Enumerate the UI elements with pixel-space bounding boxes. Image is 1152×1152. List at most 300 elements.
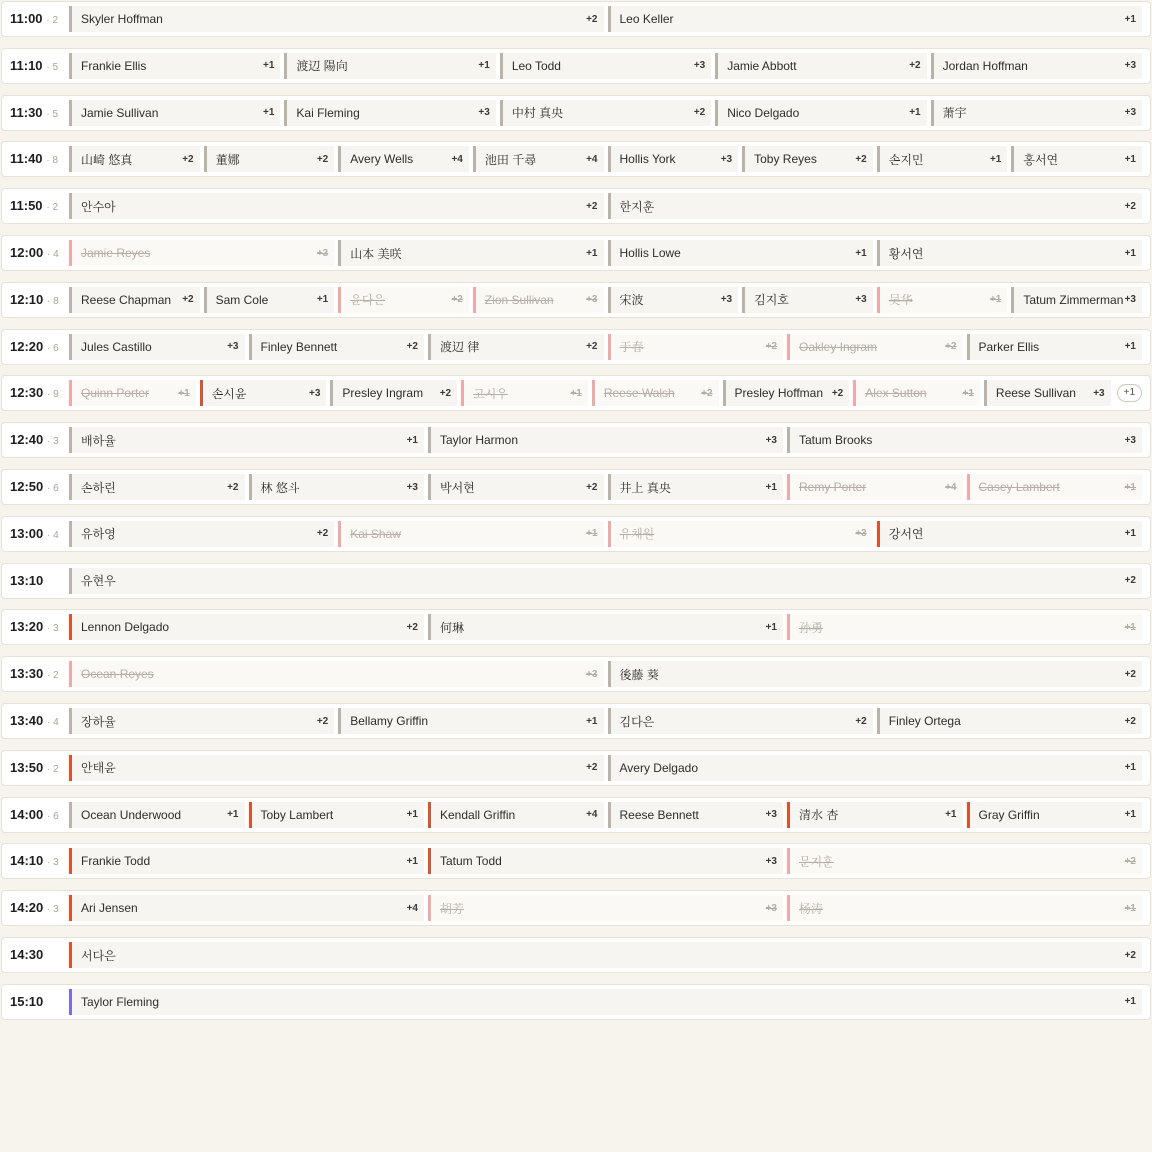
time-slot-row: [1, 656, 1151, 692]
party-size-badge: +2: [1124, 855, 1136, 867]
guest-name: Jamie Abbott: [727, 58, 797, 73]
booking-entry[interactable]: [69, 661, 604, 687]
party-size-badge: +2: [586, 762, 598, 774]
party-size-badge: +3: [1124, 60, 1137, 72]
guest-name: Leo Todd: [511, 58, 561, 73]
time-value: 14:30: [10, 947, 44, 962]
booking-entry[interactable]: [592, 380, 719, 406]
booking-entry[interactable]: [338, 146, 469, 172]
time-value: 12:20: [10, 338, 44, 354]
booking-entry[interactable]: [428, 614, 783, 640]
guest-name: Taylor Harmon: [440, 433, 519, 448]
time-slot-label: [10, 564, 43, 598]
party-size-badge: +3: [227, 341, 239, 353]
entry-list: [69, 708, 1142, 734]
entry-count-value: 2: [53, 670, 59, 682]
booking-entry[interactable]: [69, 100, 280, 126]
entry-list: [69, 802, 1142, 828]
party-size-badge: +2: [831, 387, 844, 399]
booking-entry[interactable]: [461, 380, 588, 406]
booking-entry[interactable]: [787, 802, 963, 828]
guest-name: 山本 美咲: [350, 246, 402, 261]
booking-entry[interactable]: [877, 240, 1142, 266]
time-value: 15:10: [10, 993, 44, 1009]
booking-entry[interactable]: [500, 100, 711, 126]
party-size-badge: +2: [406, 621, 418, 633]
booking-entry[interactable]: [284, 53, 495, 79]
booking-entry[interactable]: [787, 848, 1142, 874]
time-slot-label: [10, 938, 43, 972]
booking-entry[interactable]: [338, 708, 603, 734]
booking-entry[interactable]: [608, 474, 784, 500]
booking-entry[interactable]: [69, 895, 424, 921]
separator-dot: ·: [44, 342, 54, 354]
guest-name: 後藤 葵: [619, 667, 659, 682]
party-size-badge: +2: [1124, 668, 1136, 680]
guest-name: 유현우: [81, 574, 116, 589]
guest-name: 井上 真央: [619, 480, 671, 495]
booking-entry[interactable]: [608, 755, 1143, 781]
guest-name: Lennon Delgado: [81, 620, 170, 635]
entry-list: [69, 474, 1142, 500]
party-size-badge: +3: [693, 60, 706, 72]
entry-count: [44, 670, 58, 681]
party-size-badge: +1: [263, 107, 275, 119]
guest-name: 何琳: [440, 620, 465, 635]
guest-name: 강서연: [888, 527, 924, 542]
guest-name: 中村 真央: [511, 106, 564, 121]
booking-entry[interactable]: [428, 474, 604, 500]
party-size-badge: +3: [855, 294, 867, 306]
entry-count: [44, 296, 58, 307]
booking-entry[interactable]: [69, 802, 245, 828]
booking-entry[interactable]: [931, 53, 1142, 79]
booking-entry[interactable]: [877, 146, 1008, 172]
guest-name: 문지훈: [799, 854, 834, 869]
party-size-badge: +3: [478, 107, 490, 119]
guest-name: Taylor Fleming: [81, 994, 160, 1009]
guest-name: 宋波: [619, 293, 644, 308]
booking-entry[interactable]: [608, 146, 739, 172]
booking-entry[interactable]: [608, 334, 784, 360]
guest-name: Casey Lambert: [978, 480, 1060, 494]
time-slot-row: [1, 469, 1151, 505]
booking-entry[interactable]: [967, 474, 1143, 500]
party-size-badge: +2: [765, 341, 777, 353]
guest-name: 김지호: [754, 293, 789, 308]
guest-name: Jules Castillo: [81, 339, 152, 354]
booking-entry[interactable]: [69, 427, 424, 453]
party-size-badge: +1: [989, 294, 1002, 306]
booking-entry[interactable]: [69, 474, 245, 500]
time-slot-label: [10, 376, 59, 410]
booking-entry[interactable]: [877, 521, 1142, 547]
guest-name: Oakley Ingram: [799, 339, 878, 354]
time-slot-label: [10, 517, 59, 551]
guest-name: Hollis York: [619, 152, 676, 167]
separator-dot: ·: [44, 670, 54, 682]
party-size-badge: +3: [720, 153, 733, 165]
guest-name: 渡辺 律: [440, 340, 480, 355]
entry-list: [69, 146, 1142, 172]
time-slot-label: [10, 330, 59, 364]
entry-list: [69, 427, 1142, 453]
party-size-badge: +2: [182, 153, 194, 165]
guest-name: 황서연: [888, 246, 924, 261]
guest-name: Jamie Sullivan: [81, 105, 159, 120]
guest-name: 유하영: [81, 527, 116, 542]
party-size-badge: +2: [316, 153, 329, 165]
entry-count-value: 5: [52, 108, 58, 120]
time-slot-label: [10, 423, 59, 457]
time-value: 11:10: [10, 57, 43, 73]
booking-entry[interactable]: [967, 334, 1143, 360]
party-size-badge: +3: [1124, 294, 1136, 306]
party-size-badge: +2: [227, 481, 239, 493]
party-size-badge: +2: [1124, 949, 1136, 961]
party-size-badge: +1: [1124, 809, 1136, 821]
booking-entry[interactable]: [608, 193, 1143, 219]
time-slot-row: [1, 563, 1151, 599]
booking-entry[interactable]: [967, 802, 1143, 828]
separator-dot: ·: [44, 717, 54, 728]
guest-name: Sam Cole: [215, 292, 269, 307]
guest-name: Quinn Porter: [81, 386, 150, 401]
time-value: 11:50: [10, 198, 43, 214]
separator-dot: ·: [44, 763, 54, 775]
booking-entry[interactable]: [931, 100, 1142, 126]
entry-count: [44, 109, 58, 120]
guest-name: Skyler Hoffman: [81, 12, 163, 26]
guest-name: 김다은: [619, 714, 655, 729]
booking-entry[interactable]: [608, 240, 873, 266]
party-size-badge: +2: [316, 715, 329, 727]
booking-entry[interactable]: [1011, 146, 1142, 172]
entry-list: [69, 848, 1142, 874]
party-size-badge: +2: [586, 200, 598, 212]
booking-entry[interactable]: [715, 100, 926, 126]
booking-entry[interactable]: [787, 334, 963, 360]
guest-name: 장하율: [81, 714, 116, 729]
entry-count-value: 8: [53, 295, 59, 307]
entry-count-value: 3: [53, 904, 59, 916]
booking-entry[interactable]: [338, 240, 603, 266]
booking-entry[interactable]: [69, 6, 604, 32]
party-size-badge: +1: [263, 60, 275, 72]
booking-entry[interactable]: [787, 474, 963, 500]
booking-entry[interactable]: [249, 474, 425, 500]
party-size-badge: +2: [586, 13, 598, 25]
party-size-badge: +2: [182, 294, 194, 306]
time-slot-row: [1, 797, 1151, 833]
party-size-badge: +4: [945, 481, 957, 493]
entry-list: [69, 568, 1142, 594]
booking-entry[interactable]: [877, 287, 1008, 313]
time-slot-row: [1, 95, 1151, 131]
party-size-badge: +3: [586, 668, 598, 680]
entry-count-value: 6: [53, 483, 59, 494]
party-size-badge: +1: [1124, 902, 1136, 914]
guest-name: Leo Keller: [619, 12, 674, 26]
more-entries-button[interactable]: +1: [1117, 384, 1142, 402]
guest-name: Avery Delgado: [619, 760, 698, 775]
entry-list: [69, 380, 1142, 406]
guest-name: Avery Wells: [350, 152, 414, 167]
party-size-badge: +1: [586, 247, 598, 259]
party-size-badge: +3: [765, 902, 777, 914]
entry-list: [69, 240, 1142, 266]
time-slot-label: [10, 798, 59, 832]
time-slot-label: [10, 189, 58, 223]
time-value: 13:30: [10, 666, 44, 682]
booking-entry[interactable]: [608, 521, 873, 547]
separator-dot: ·: [44, 810, 54, 822]
time-slot-label: [10, 283, 59, 317]
time-slot-label: [10, 142, 58, 176]
party-size-badge: +1: [586, 528, 598, 540]
guest-name: Frankie Ellis: [81, 58, 147, 73]
separator-dot: ·: [44, 623, 54, 635]
guest-name: 杨涛: [799, 901, 824, 916]
party-size-badge: +1: [909, 107, 921, 119]
party-size-badge: +3: [1124, 434, 1136, 446]
booking-entry[interactable]: [69, 568, 1142, 594]
booking-entry[interactable]: [249, 802, 425, 828]
guest-name: 윤다은: [350, 293, 386, 308]
party-size-badge: +1: [945, 809, 957, 821]
booking-entry[interactable]: [742, 287, 873, 313]
booking-entry[interactable]: [69, 334, 245, 360]
guest-name: Ari Jensen: [81, 901, 138, 916]
time-slot-label: [10, 49, 58, 83]
party-size-badge: +1: [586, 715, 598, 727]
booking-entry[interactable]: [500, 53, 711, 79]
party-size-badge: +1: [855, 247, 867, 259]
entry-count-value: 3: [53, 436, 59, 448]
guest-name: Kai Fleming: [296, 105, 360, 120]
time-value: 14:10: [10, 853, 44, 869]
booking-entry[interactable]: [69, 380, 196, 406]
guest-name: 안태윤: [81, 761, 116, 776]
booking-entry[interactable]: [1011, 287, 1142, 313]
booking-entry[interactable]: [69, 942, 1142, 968]
party-size-badge: +1: [1124, 528, 1136, 540]
booking-entry[interactable]: [608, 802, 784, 828]
time-slot-row: [1, 843, 1151, 879]
guest-name: Finley Bennett: [260, 339, 338, 354]
entry-count: [44, 62, 58, 73]
guest-name: 손시윤: [211, 386, 247, 401]
booking-entry[interactable]: [284, 100, 495, 126]
time-slot-row: [1, 375, 1151, 411]
party-size-badge: +2: [945, 341, 957, 353]
guest-name: Hollis Lowe: [619, 246, 681, 260]
booking-entry[interactable]: [715, 53, 926, 79]
booking-entry[interactable]: [608, 287, 739, 313]
party-size-badge: +1: [765, 481, 777, 493]
party-size-badge: +1: [1124, 153, 1136, 165]
booking-entry[interactable]: [69, 755, 604, 781]
separator-dot: ·: [43, 202, 53, 214]
booking-entry[interactable]: [877, 708, 1142, 734]
party-size-badge: +1: [1124, 13, 1136, 25]
time-value: 12:00: [10, 245, 44, 260]
guest-name: Presley Hoffman: [734, 386, 823, 401]
entry-count-value: 3: [53, 857, 59, 869]
time-slot-row: [1, 1, 1151, 37]
separator-dot: ·: [44, 529, 54, 541]
party-size-badge: +2: [855, 715, 867, 727]
guest-name: Reese Walsh: [603, 386, 675, 401]
separator-dot: ·: [44, 295, 54, 307]
booking-entry[interactable]: [249, 334, 425, 360]
booking-entry[interactable]: [69, 287, 200, 313]
entry-count-value: 6: [53, 342, 59, 354]
entry-count-value: 2: [52, 202, 58, 214]
party-size-badge: +4: [406, 902, 418, 914]
booking-entry[interactable]: [428, 802, 604, 828]
booking-entry[interactable]: [204, 287, 335, 313]
guest-name: 유채원: [619, 527, 655, 542]
guest-name: 于春: [619, 340, 644, 355]
party-size-badge: +1: [1124, 481, 1136, 493]
booking-entry[interactable]: [428, 427, 783, 453]
party-size-badge: +1: [406, 855, 418, 867]
booking-entry[interactable]: [608, 661, 1143, 687]
time-value: 13:40: [10, 713, 44, 728]
party-size-badge: +1: [1124, 996, 1136, 1008]
guest-name: 박서현: [440, 480, 475, 495]
entry-list: [69, 521, 1142, 547]
party-size-badge: +4: [586, 809, 598, 821]
entry-list: [69, 989, 1142, 1015]
booking-entry[interactable]: [723, 380, 850, 406]
entry-list: [69, 942, 1142, 968]
party-size-badge: +1: [178, 387, 190, 399]
party-size-badge: +3: [855, 528, 867, 540]
booking-entry[interactable]: [69, 521, 334, 547]
time-slot-row: [1, 703, 1151, 739]
entry-list: [69, 287, 1142, 313]
party-size-badge: +2: [586, 341, 598, 353]
party-size-badge: +3: [720, 294, 733, 306]
guest-name: Gray Griffin: [978, 807, 1040, 822]
booking-entry[interactable]: [787, 614, 1142, 640]
party-size-badge: +1: [406, 434, 418, 446]
entry-count: [44, 202, 58, 213]
time-value: 12:30: [10, 385, 44, 401]
guest-name: Ocean Reyes: [81, 667, 154, 682]
entry-list: [69, 6, 1142, 32]
guest-name: 山崎 悠真: [81, 152, 133, 167]
entry-count: [44, 389, 58, 400]
booking-entry[interactable]: [69, 146, 200, 172]
separator-dot: ·: [44, 857, 54, 869]
booking-entry[interactable]: [69, 240, 334, 266]
booking-entry[interactable]: [200, 380, 327, 406]
booking-entry[interactable]: [608, 6, 1143, 32]
party-size-badge: +1: [765, 621, 777, 633]
booking-entry[interactable]: [473, 146, 604, 172]
entry-count-value: 8: [52, 155, 58, 167]
party-size-badge: +3: [316, 247, 329, 259]
entry-count: [44, 717, 58, 728]
booking-entry[interactable]: [428, 334, 604, 360]
time-slot-row: [1, 235, 1151, 271]
party-size-badge: +4: [586, 153, 598, 165]
guest-name: 吴华: [888, 293, 913, 308]
guest-name: Remy Porter: [799, 480, 867, 494]
party-size-badge: +2: [406, 341, 418, 353]
booking-entry[interactable]: [69, 614, 424, 640]
party-size-badge: +3: [1093, 387, 1105, 399]
booking-entry[interactable]: [204, 146, 335, 172]
booking-entry[interactable]: [473, 287, 604, 313]
guest-name: Kendall Griffin: [440, 807, 516, 822]
booking-entry[interactable]: [330, 380, 457, 406]
entry-list: [69, 614, 1142, 640]
booking-entry[interactable]: [608, 708, 873, 734]
time-value: 11:40: [10, 151, 43, 167]
entry-count: [44, 530, 58, 541]
entry-count-value: 3: [53, 623, 59, 635]
separator-dot: ·: [43, 15, 53, 26]
booking-entry[interactable]: [853, 380, 980, 406]
booking-entry[interactable]: [428, 848, 783, 874]
party-size-badge: +2: [316, 528, 329, 540]
party-size-badge: +2: [1124, 575, 1136, 587]
party-size-badge: +2: [439, 387, 452, 399]
time-value: 14:20: [10, 900, 44, 916]
guest-name: Frankie Todd: [81, 854, 151, 869]
guest-name: 清水 杏: [799, 808, 839, 823]
booking-entry[interactable]: [787, 427, 1142, 453]
booking-entry[interactable]: [984, 380, 1111, 406]
booking-entry[interactable]: [69, 53, 280, 79]
booking-entry[interactable]: [69, 193, 604, 219]
booking-entry[interactable]: [428, 895, 783, 921]
entry-count-value: 2: [53, 763, 59, 775]
booking-entry[interactable]: [742, 146, 873, 172]
guest-name: Alex Sutton: [865, 386, 927, 401]
booking-entry[interactable]: [338, 521, 603, 547]
party-size-badge: +1: [478, 60, 490, 72]
entry-count-value: 5: [52, 61, 58, 73]
party-size-badge: +3: [765, 809, 777, 821]
booking-entry[interactable]: [338, 287, 469, 313]
booking-entry[interactable]: [787, 895, 1142, 921]
time-slot-row: [1, 609, 1151, 645]
party-size-badge: +1: [1124, 762, 1136, 774]
booking-entry[interactable]: [69, 848, 424, 874]
guest-name: 고시우: [473, 386, 508, 401]
entry-count-value: 9: [53, 389, 59, 401]
time-slot-row: [1, 937, 1151, 973]
guest-name: 손지민: [888, 152, 924, 167]
entry-count: [44, 623, 58, 634]
entry-count: [44, 249, 58, 260]
party-size-badge: +2: [855, 153, 867, 165]
entry-count-value: 4: [53, 529, 59, 541]
booking-entry[interactable]: [69, 989, 1142, 1015]
party-size-badge: +1: [316, 294, 329, 306]
time-slot-label: [10, 2, 58, 36]
time-slot-label: [10, 751, 59, 785]
entry-count-value: 2: [52, 15, 58, 26]
time-value: 13:00: [10, 525, 44, 541]
entry-count: [44, 15, 58, 26]
booking-entry[interactable]: [69, 708, 334, 734]
